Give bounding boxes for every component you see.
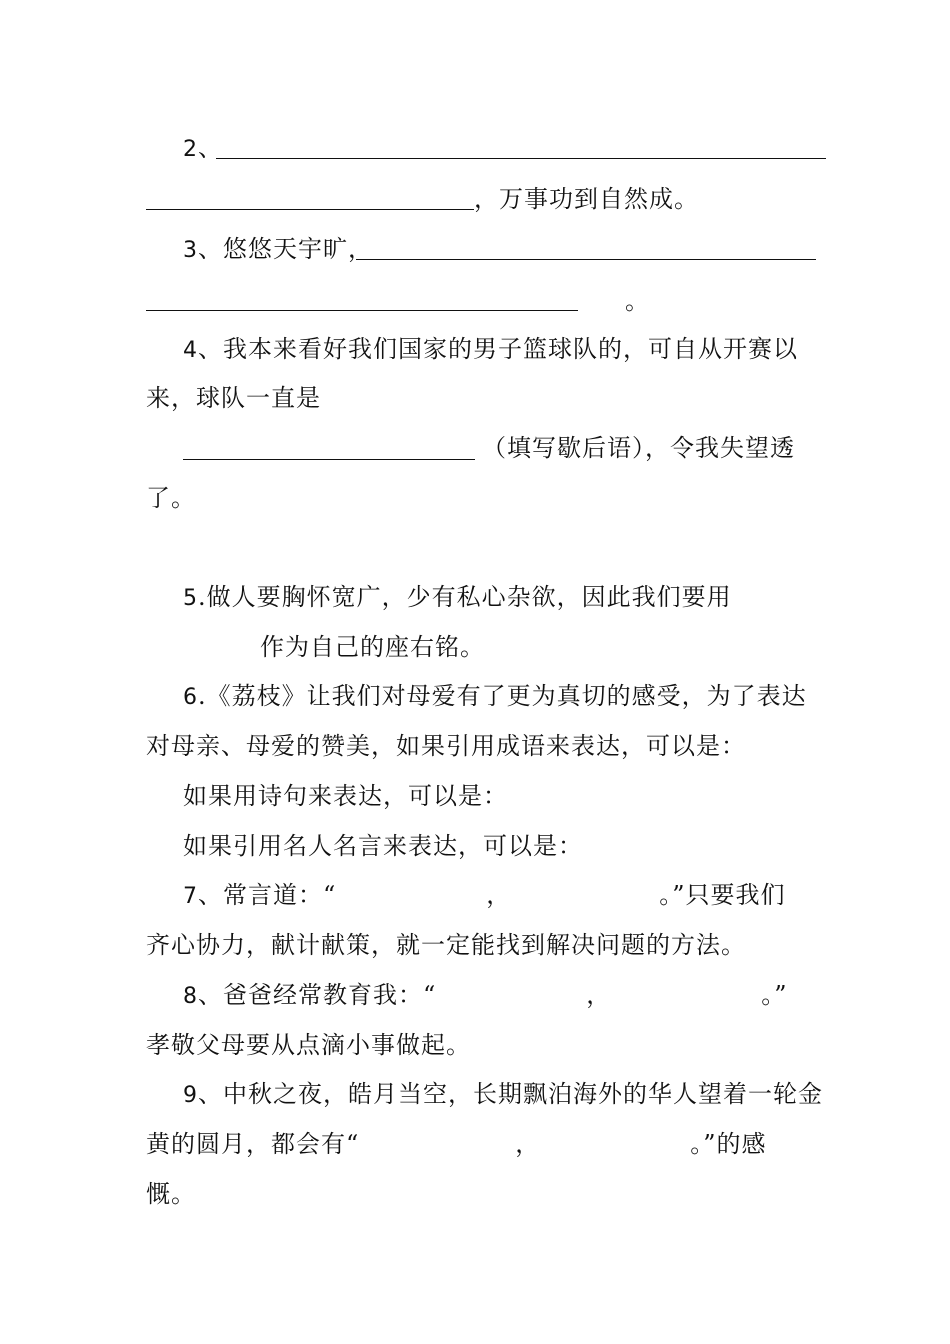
q5-line1-text: 做人要胸怀宽广，少有私心杂欲，因此我们要用 <box>206 583 732 611</box>
q6-line4: 如果引用名人名言来表达，可以是： <box>183 832 583 860</box>
q3-line1 <box>183 234 373 266</box>
q2-line2-tail: ，万事功到自然成。 <box>474 185 699 213</box>
q7-separator: 、 <box>198 881 223 909</box>
q7-line1 <box>183 880 786 912</box>
q4-separator: 、 <box>198 335 223 363</box>
q9-comma: ， <box>515 1130 541 1158</box>
q9-line2 <box>146 1129 767 1159</box>
q5-line1 <box>183 582 732 614</box>
q3-blank-1[interactable] <box>356 259 816 260</box>
q3-number: 3 <box>183 238 198 263</box>
q9-number: 9 <box>183 1083 198 1108</box>
q8-separator: 、 <box>198 981 223 1009</box>
q3-end: 。 <box>625 287 650 315</box>
q6-number: 6 <box>183 685 198 710</box>
q4-line4: 了。 <box>146 484 196 512</box>
q4-line1 <box>183 334 798 366</box>
q6-line3: 如果用诗句来表达，可以是： <box>183 782 508 810</box>
q5-number: 5 <box>183 586 198 611</box>
q8-line2: 孝敬父母要从点滴小事做起。 <box>146 1031 471 1059</box>
q8-lead: 爸爸经常教育我：“ <box>223 981 437 1009</box>
q9-line1-text: 中秋之夜，皓月当空，长期飘泊海外的华人望着一轮金 <box>223 1080 823 1108</box>
q4-line2: 来，球队一直是 <box>146 384 321 412</box>
q4-line3-tail: （填写歇后语），令我失望透 <box>482 434 795 462</box>
q6-line1 <box>183 681 807 713</box>
q6-separator: . <box>198 682 207 710</box>
q6-line2: 对母亲、母爱的赞美，如果引用成语来表达，可以是： <box>146 732 746 760</box>
q2-number: 2 <box>183 137 198 162</box>
q8-number: 8 <box>183 984 198 1009</box>
q2-blank-1[interactable] <box>216 158 826 159</box>
q3-lead: 悠悠天宇旷， <box>223 235 373 263</box>
q9-line3: 慨。 <box>146 1180 196 1208</box>
q7-line2: 齐心协力，献计献策，就一定能找到解决问题的方法。 <box>146 931 746 959</box>
q8-line1 <box>183 980 788 1012</box>
q7-number: 7 <box>183 884 198 909</box>
q7-end: 。”只要我们 <box>659 881 786 909</box>
q2-line1 <box>183 133 223 165</box>
q9-line2-lead: 黄的圆月，都会有“ <box>146 1130 360 1158</box>
q2-blank-2[interactable] <box>146 209 474 210</box>
q8-end: 。” <box>761 981 788 1009</box>
q4-blank[interactable] <box>183 459 475 460</box>
q3-blank-2[interactable] <box>146 310 578 311</box>
q7-lead: 常言道：“ <box>223 881 337 909</box>
q8-comma: ， <box>586 981 612 1009</box>
q3-separator: 、 <box>198 235 223 263</box>
q9-line1 <box>183 1079 823 1111</box>
q4-number: 4 <box>183 338 198 363</box>
q9-end: 。”的感 <box>690 1130 767 1158</box>
q4-line1-text: 我本来看好我们国家的男子篮球队的，可自从开赛以 <box>223 335 798 363</box>
q5-separator: . <box>198 583 207 611</box>
q2-separator: 、 <box>198 134 223 162</box>
q5-line2: 作为自己的座右铭。 <box>260 633 485 661</box>
q7-comma: ， <box>486 881 512 909</box>
q6-line1-text: 《荔枝》让我们对母爱有了更为真切的感受，为了表达 <box>206 682 807 710</box>
q9-separator: 、 <box>198 1080 223 1108</box>
